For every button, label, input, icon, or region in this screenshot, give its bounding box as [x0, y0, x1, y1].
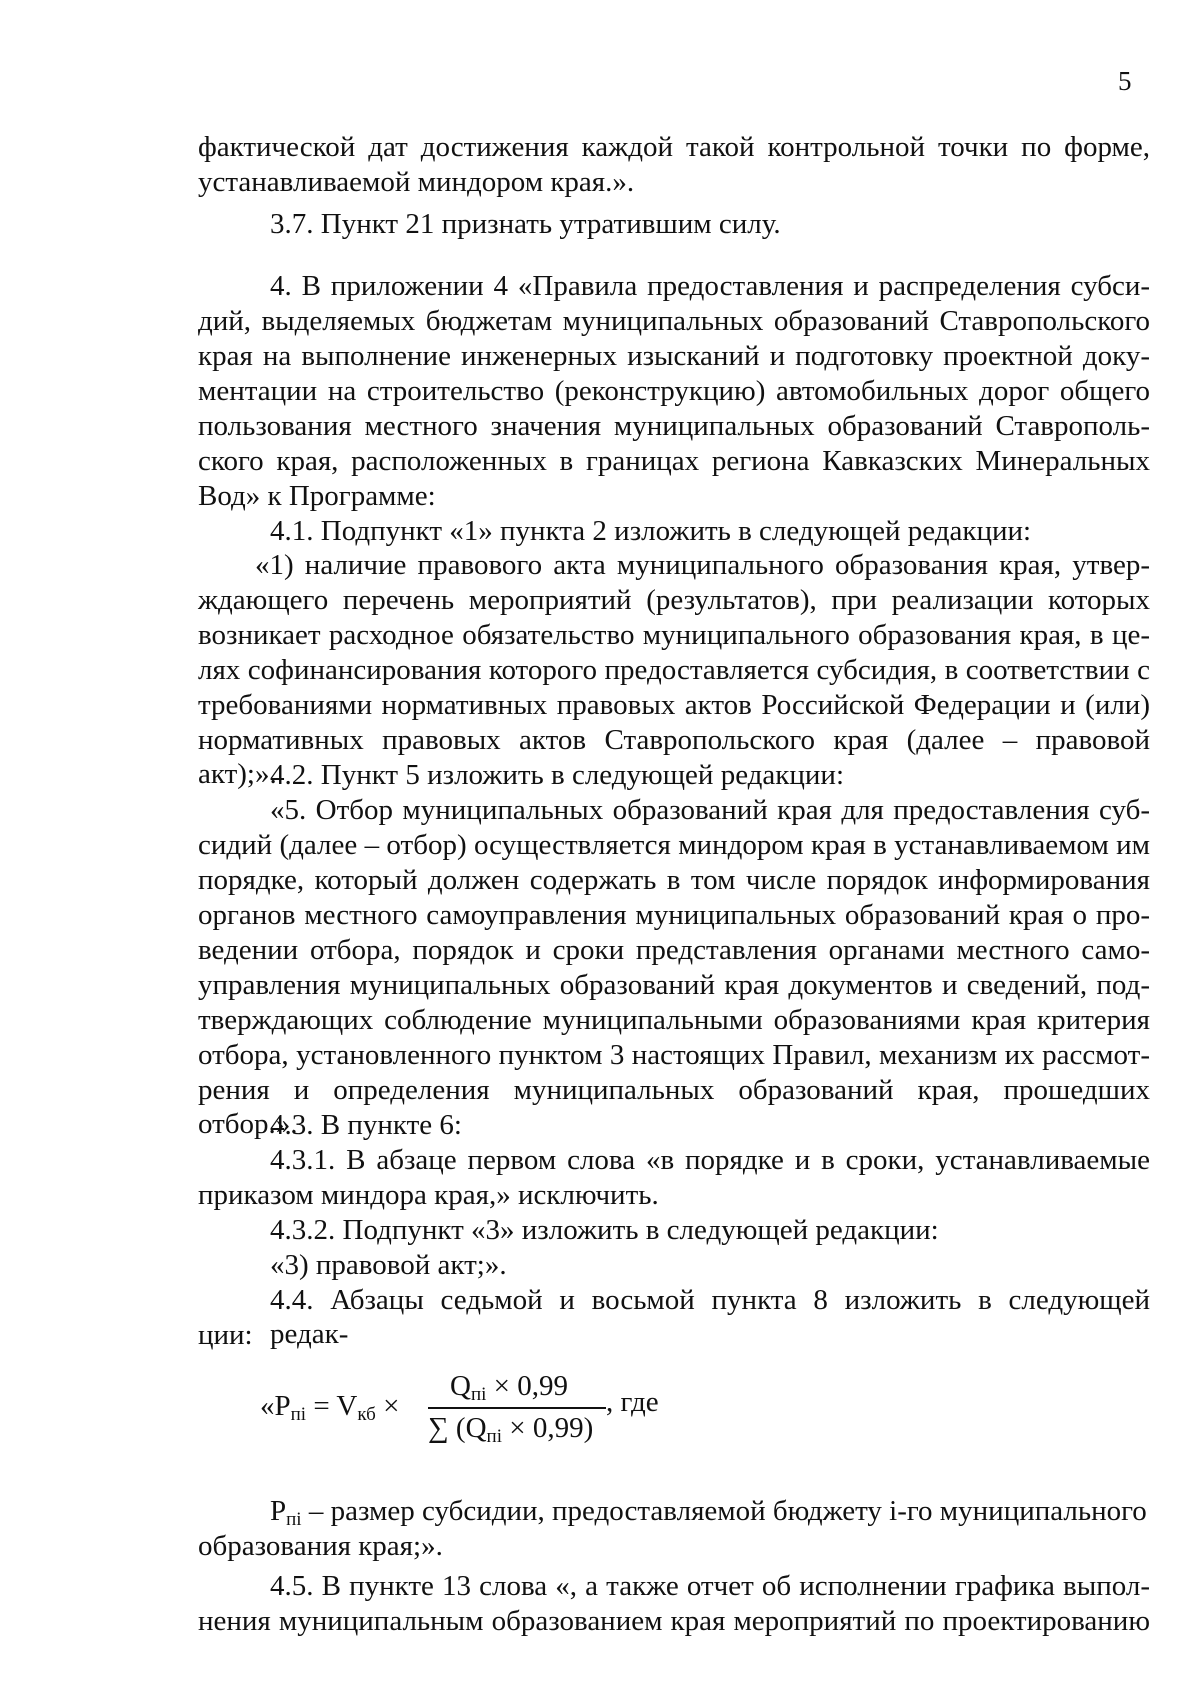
text-line: ментации на строительство (реконструкцию) автомобильных дорог общего [198, 375, 1150, 407]
text-line: 4.4. Абзацы седьмой и восьмой пункта 8 изложить в следующей редак- [270, 1284, 1150, 1350]
numerator-sub: пi [470, 1384, 487, 1405]
page-number: 5 [1118, 66, 1132, 96]
text-line: приказом миндора края,» исключить. [198, 1179, 659, 1211]
denominator-sub: пi [486, 1426, 502, 1447]
text-line: ского края, расположенных в границах региона Кавказских Минеральных [198, 445, 1150, 477]
definition-symbol: P [270, 1495, 287, 1527]
formula-tail: , где [606, 1386, 659, 1418]
text-line: лях софинансирования которого предоставляется субсидия, в соответствии с [198, 654, 1150, 686]
definition-symbol-sub: пi [286, 1509, 302, 1530]
text-line: образования края;». [198, 1530, 443, 1562]
definition-text: – размер субсидии, предоставляемой бюджету i-го муниципального [308, 1495, 1147, 1527]
text-line: 4.3.2. Подпункт «3» изложить в следующей редакции: [270, 1214, 939, 1246]
denominator-start: ∑ (Q [428, 1412, 487, 1444]
formula [260, 1370, 740, 1460]
text-line: нормативных правовых актов Ставропольского края (далее – правовой акт);». [198, 724, 1150, 790]
text-line: 4.3. В пункте 6: [270, 1109, 462, 1141]
text-line: дий, выделяемых бюджетам муниципальных образований Ставропольского [198, 305, 1150, 337]
text-line: края на выполнение инженерных изысканий и подготовку проектной доку- [198, 340, 1150, 372]
text-line: рения и определения муниципальных образований края, прошедших отбор.». [198, 1074, 1150, 1140]
numerator-q: Q [450, 1370, 471, 1402]
formula-p: «P [260, 1390, 291, 1422]
text-line: 4.2. Пункт 5 изложить в следующей редакции: [270, 759, 845, 791]
text-line: пользования местного значения муниципальных образований Ставрополь- [198, 410, 1150, 442]
text-line: порядке, который должен содержать в том числе порядок информирования [198, 864, 1150, 896]
text-line: ждающего перечень мероприятий (результатов), при реализации которых [198, 584, 1150, 616]
text-line: ции: [198, 1319, 253, 1351]
text-line: 3.7. Пункт 21 признать утратившим силу. [270, 208, 781, 240]
text-line: нения муниципальным образованием края мероприятий по проектированию [198, 1605, 1150, 1637]
text-line: сидий (далее – отбор) осуществляется миндором края в устанавливаемом им [198, 829, 1150, 861]
formula-p-sub: пi [290, 1404, 307, 1425]
text-line: 4.5. В пункте 13 слова «, а также отчет об исполнении графика выпол- [270, 1570, 1150, 1602]
text-line: «1) наличие правового акта муниципального образования края, утвер- [255, 549, 1150, 581]
text-line: Вод» к Программе: [198, 480, 436, 512]
text-line: «3) правовой акт;». [270, 1249, 507, 1281]
denominator-rest: × 0,99) [501, 1412, 594, 1444]
formula-v-sub: кб [357, 1404, 376, 1425]
text-line: «5. Отбор муниципальных образований края для предоставления суб- [270, 794, 1150, 826]
text-line: 4.1. Подпункт «1» пункта 2 изложить в следующей редакции: [270, 515, 1032, 547]
text-line: 4.3.1. В абзаце первом слова «в порядке и в сроки, устанавливаемые [270, 1144, 1150, 1176]
formula-times: × [375, 1390, 400, 1422]
formula-numerator [450, 1370, 568, 1406]
formula-denominator [428, 1412, 593, 1448]
formula-lhs [260, 1390, 399, 1426]
text-line: устанавливаемой миндором края.». [198, 166, 635, 198]
text-line: 4. В приложении 4 «Правила предоставления и распределения субси- [270, 270, 1150, 302]
text-line: фактической дат достижения каждой такой контрольной точки по форме, [198, 131, 1150, 163]
text-line: возникает расходное обязательство муниципального образования края, в це- [198, 619, 1150, 651]
numerator-rest: × 0,99 [486, 1370, 569, 1402]
text-line: управления муниципальных образований края документов и сведений, под- [198, 969, 1150, 1001]
text-line: тверждающих соблюдение муниципальными образованиями края критерия [198, 1004, 1150, 1036]
text-line: требованиями нормативных правовых актов Российской Федерации и (или) [198, 689, 1150, 721]
text-line: ведении отбора, порядок и сроки представления органами местного само- [198, 934, 1150, 966]
formula-equals-v: = V [306, 1390, 358, 1422]
text-line: отбора, установленного пунктом 3 настоящих Правил, механизм их рассмот- [198, 1039, 1150, 1071]
text-line: органов местного самоуправления муниципальных образований края о про- [198, 899, 1150, 931]
fraction-bar [428, 1407, 606, 1409]
